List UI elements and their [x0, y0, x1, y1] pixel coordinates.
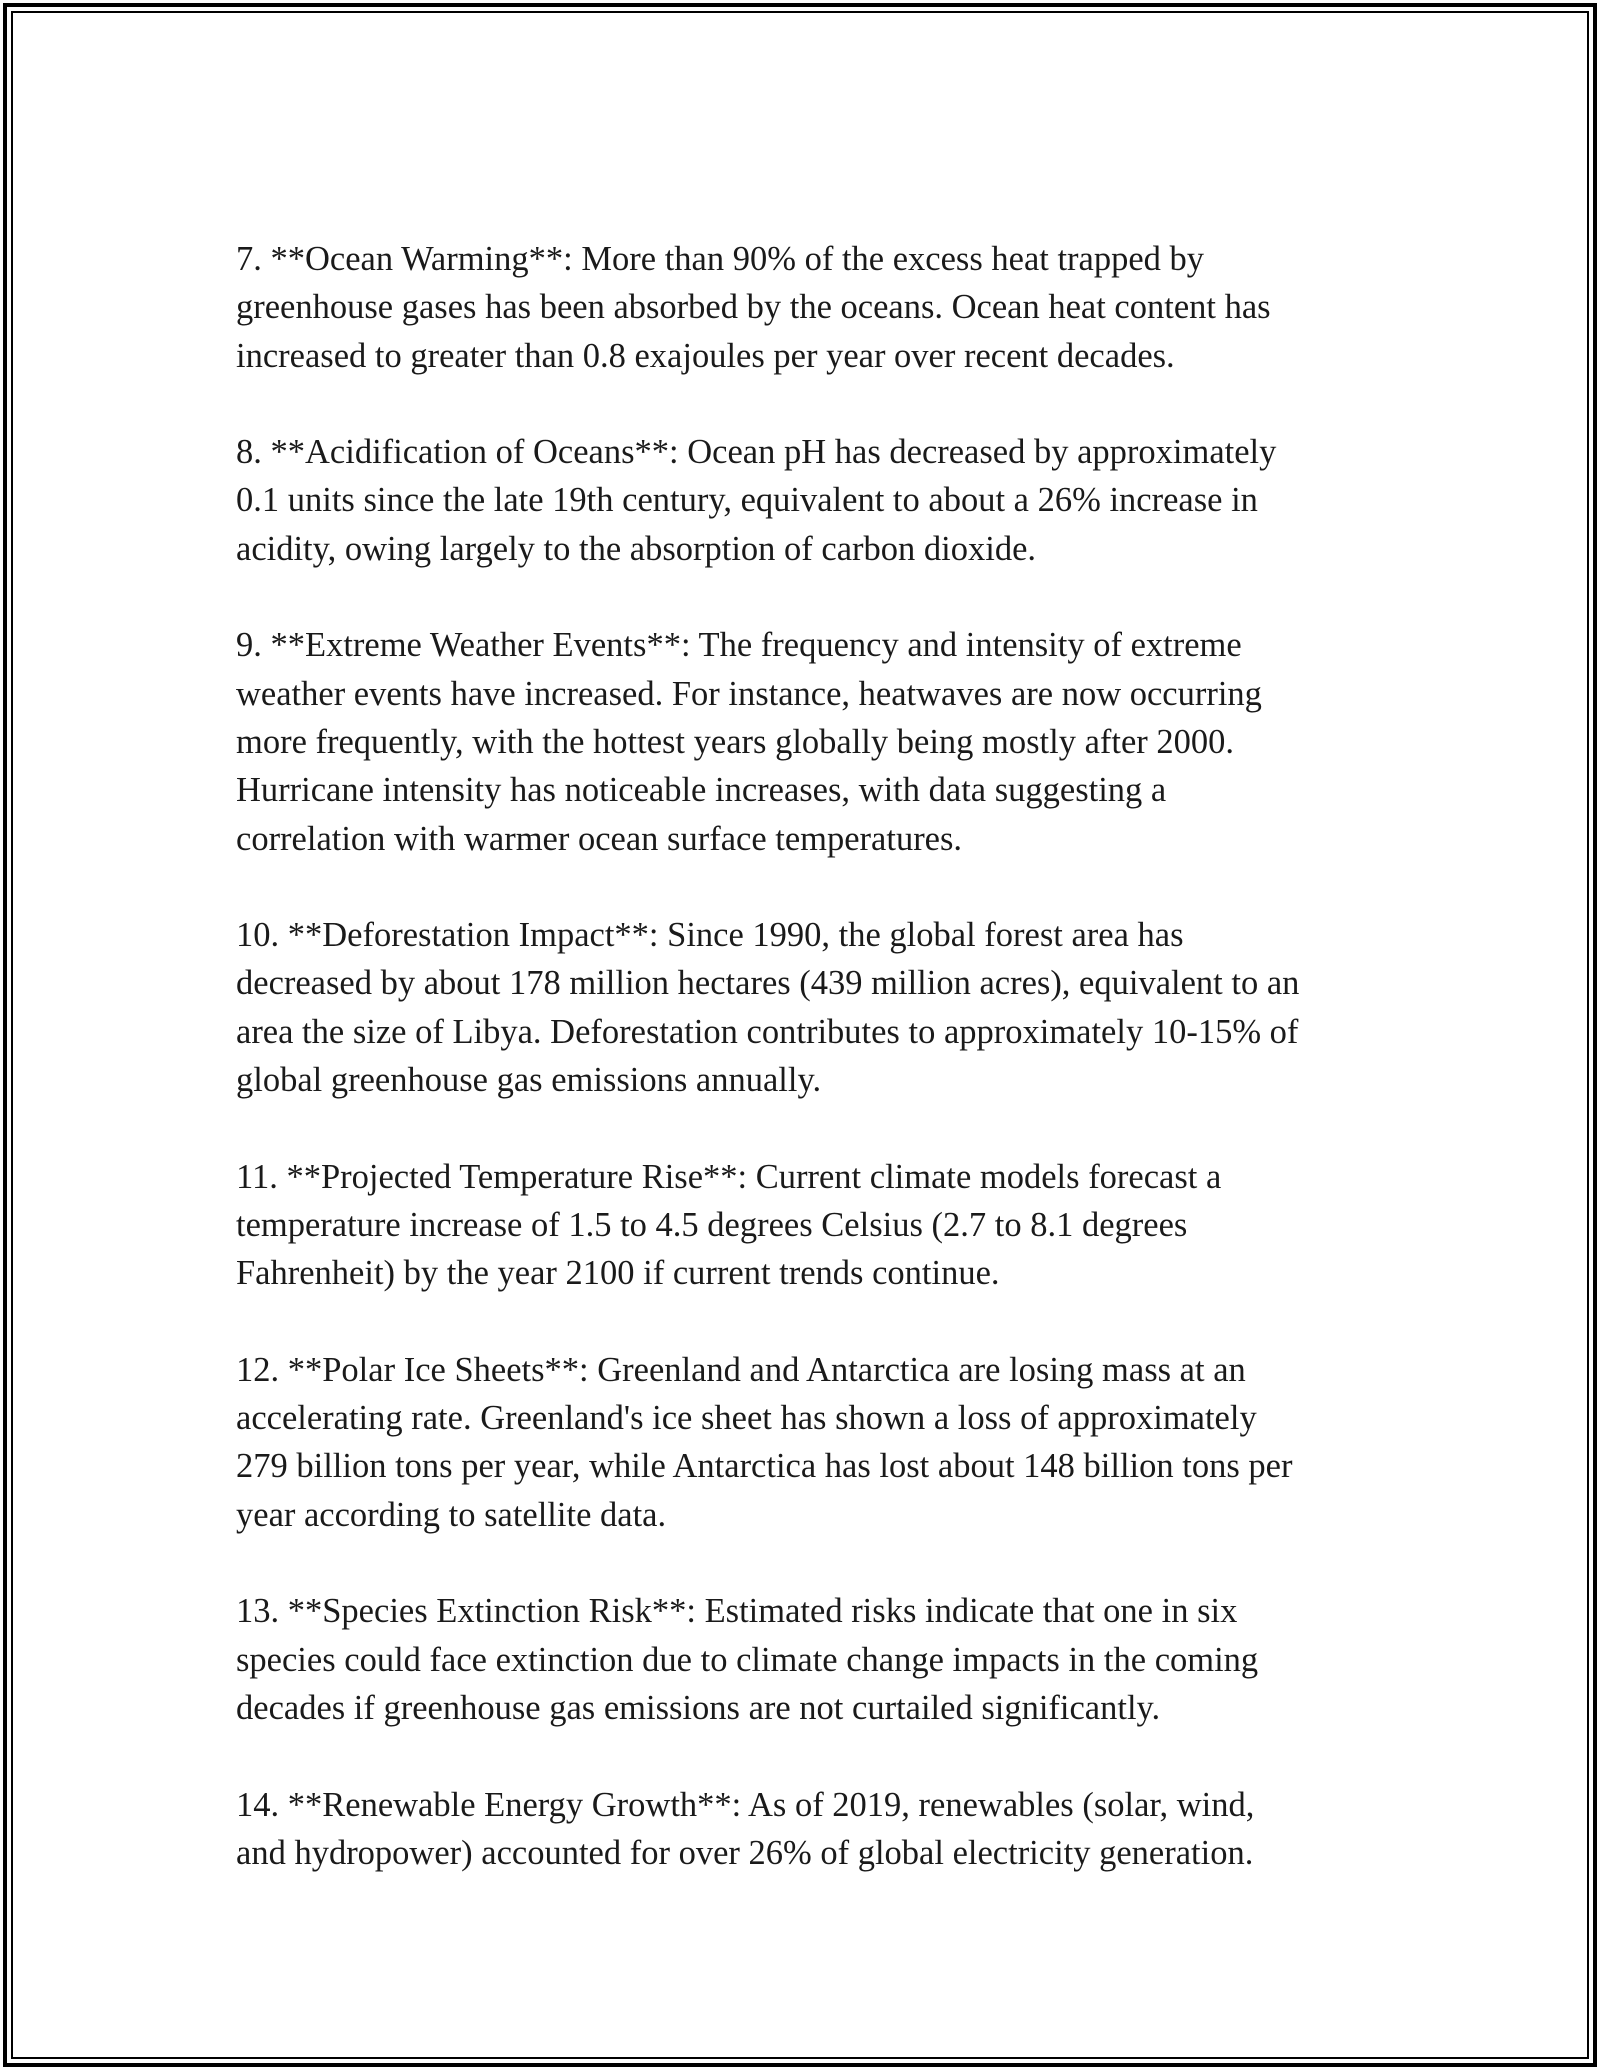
text-line: temperature increase of 1.5 to 4.5 degrees Celsius (2.7 to 8.1 degrees	[236, 1205, 1188, 1244]
paragraph-polar-ice	[236, 1346, 1386, 1539]
text-line: 13. **Species Extinction Risk**: Estimated risks indicate that one in six	[236, 1592, 1238, 1631]
paragraph-ocean-warming	[236, 235, 1386, 380]
text-line: decades if greenhouse gas emissions are not curtailed significantly.	[236, 1688, 1161, 1727]
text-line: species could face extinction due to climate change impacts in the coming	[236, 1640, 1259, 1679]
document-body	[236, 235, 1386, 1925]
text-line: 0.1 units since the late 19th century, equivalent to about a 26% increase in	[236, 481, 1258, 520]
text-line: accelerating rate. Greenland's ice sheet has shown a loss of approximately	[236, 1399, 1257, 1438]
text-line: more frequently, with the hottest years globally being mostly after 2000.	[236, 722, 1235, 761]
text-line: 12. **Polar Ice Sheets**: Greenland and Antarctica are losing mass at an	[236, 1350, 1246, 1389]
text-line: area the size of Libya. Deforestation contributes to approximately 10-15% of	[236, 1012, 1299, 1051]
text-line: 7. **Ocean Warming**: More than 90% of the excess heat trapped by	[236, 240, 1205, 278]
text-line: decreased by about 178 million hectares (439 million acres), equivalent to an	[236, 964, 1300, 1003]
text-line: global greenhouse gas emissions annually.	[236, 1061, 822, 1100]
text-line: and hydropower) accounted for over 26% of global electricity generation.	[236, 1833, 1254, 1872]
paragraph-species-extinction	[236, 1587, 1386, 1732]
paragraph-renewable-energy	[236, 1781, 1386, 1878]
paragraph-acidification	[236, 428, 1386, 573]
text-line: 14. **Renewable Energy Growth**: As of 2019, renewables (solar, wind,	[236, 1785, 1255, 1824]
text-line: Fahrenheit) by the year 2100 if current trends continue.	[236, 1254, 1000, 1293]
text-line: Hurricane intensity has noticeable increases, with data suggesting a	[236, 771, 1167, 810]
text-line: correlation with warmer ocean surface temperatures.	[236, 819, 963, 858]
text-line: acidity, owing largely to the absorption of carbon dioxide.	[236, 529, 1037, 568]
text-line: 11. **Projected Temperature Rise**: Current climate models forecast a	[236, 1157, 1222, 1196]
text-line: year according to satellite data.	[236, 1495, 667, 1534]
text-line: 9. **Extreme Weather Events**: The frequency and intensity of extreme	[236, 626, 1242, 665]
text-line: 279 billion tons per year, while Antarctica has lost about 148 billion tons per	[236, 1447, 1293, 1486]
text-line: increased to greater than 0.8 exajoules per year over recent decades.	[236, 336, 1175, 375]
text-line: 8. **Acidification of Oceans**: Ocean pH has decreased by approximately	[236, 433, 1277, 472]
paragraph-extreme-weather	[236, 621, 1386, 862]
paragraph-temperature-rise	[236, 1153, 1386, 1298]
text-line: 10. **Deforestation Impact**: Since 1990, the global forest area has	[236, 916, 1184, 955]
paragraph-deforestation	[236, 911, 1386, 1104]
text-line: greenhouse gases has been absorbed by the oceans. Ocean heat content has	[236, 288, 1271, 327]
text-line: weather events have increased. For instance, heatwaves are now occurring	[236, 674, 1262, 713]
